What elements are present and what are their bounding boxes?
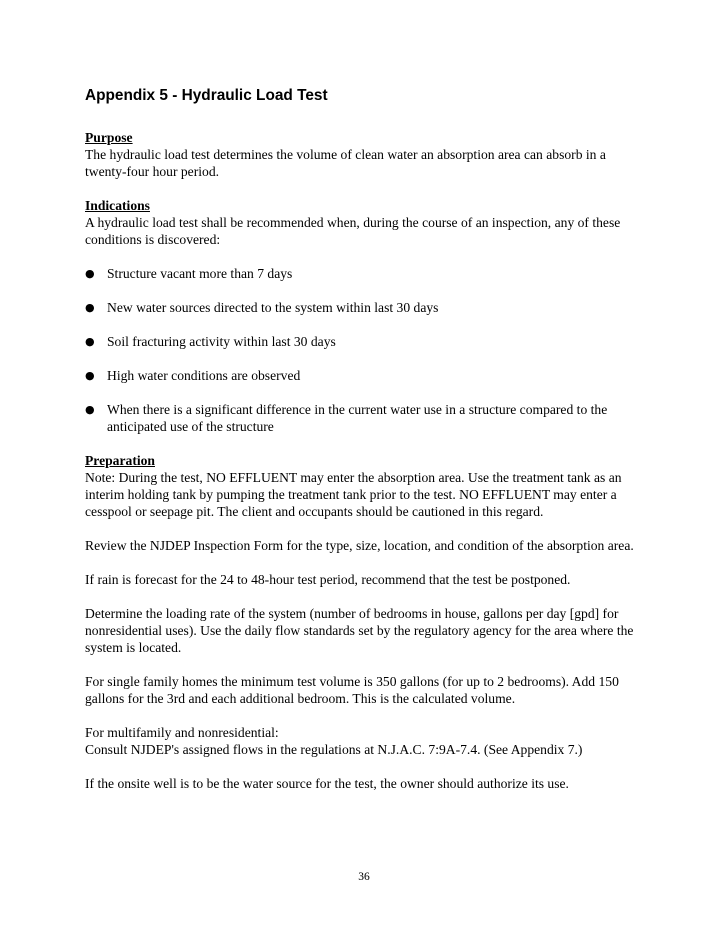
preparation-paragraph: Review the NJDEP Inspection Form for the type, size, location, and condition of the absorption area. <box>85 538 634 553</box>
indications-section <box>85 197 645 248</box>
preparation-paragraph: For multifamily and nonresidential: <box>85 725 279 740</box>
indications-heading: Indications <box>85 198 150 213</box>
preparation-note: Note: During the test, NO EFFLUENT may enter the absorption area. Use the treatment tank as an interim holding tank by pumping the treatment tank prior to the test. NO EFFLUENT may enter a cesspool or seepage pit. The client and occupants should be cautioned in this regard. <box>85 470 622 519</box>
purpose-section <box>85 129 645 180</box>
page-number: 36 <box>358 871 370 883</box>
bullet-icon: ● <box>85 267 95 280</box>
purpose-heading: Purpose <box>85 130 133 145</box>
preparation-paragraph: If the onsite well is to be the water source for the test, the owner should authorize its use. <box>85 776 569 791</box>
list-item-text: Soil fracturing activity within last 30 days <box>107 334 336 349</box>
purpose-text: The hydraulic load test determines the volume of clean water an absorption area can absorb in a twenty-four hour period. <box>85 147 606 179</box>
document-page <box>85 86 645 792</box>
list-item-text: When there is a significant difference in the current water use in a structure compared to the anticipated use of the structure <box>107 402 608 434</box>
preparation-heading: Preparation <box>85 453 155 468</box>
preparation-paragraph: If rain is forecast for the 24 to 48-hour test period, recommend that the test be postponed. <box>85 572 571 587</box>
list-item <box>85 401 645 435</box>
list-item <box>85 367 645 384</box>
list-item-text: Structure vacant more than 7 days <box>107 266 293 281</box>
list-item <box>85 299 645 316</box>
conditions-list <box>85 265 645 435</box>
preparation-paragraph: Consult NJDEP's assigned flows in the regulations at N.J.A.C. 7:9A-7.4. (See Appendix 7.) <box>85 742 583 757</box>
indications-text: A hydraulic load test shall be recommended when, during the course of an inspection, any of these conditions is discovered: <box>85 215 621 247</box>
preparation-paragraph: For single family homes the minimum test volume is 350 gallons (for up to 2 bedrooms). Add 150 gallons for the 3rd and each additional bedroom. This is the calculated volume. <box>85 674 619 706</box>
bullet-icon: ● <box>85 301 95 314</box>
page-title: Appendix 5 - Hydraulic Load Test <box>85 87 328 104</box>
bullet-icon: ● <box>85 335 95 348</box>
list-item <box>85 265 645 282</box>
preparation-paragraph: Determine the loading rate of the system (number of bedrooms in house, gallons per day [gpd] for nonresidential uses). Use the daily flow standards set by the regulatory agency for the area where the system is located. <box>85 606 634 655</box>
list-item-text: New water sources directed to the system within last 30 days <box>107 300 439 315</box>
preparation-section <box>85 452 645 792</box>
list-item-text: High water conditions are observed <box>107 368 301 383</box>
bullet-icon: ● <box>85 403 95 416</box>
list-item <box>85 333 645 350</box>
bullet-icon: ● <box>85 369 95 382</box>
